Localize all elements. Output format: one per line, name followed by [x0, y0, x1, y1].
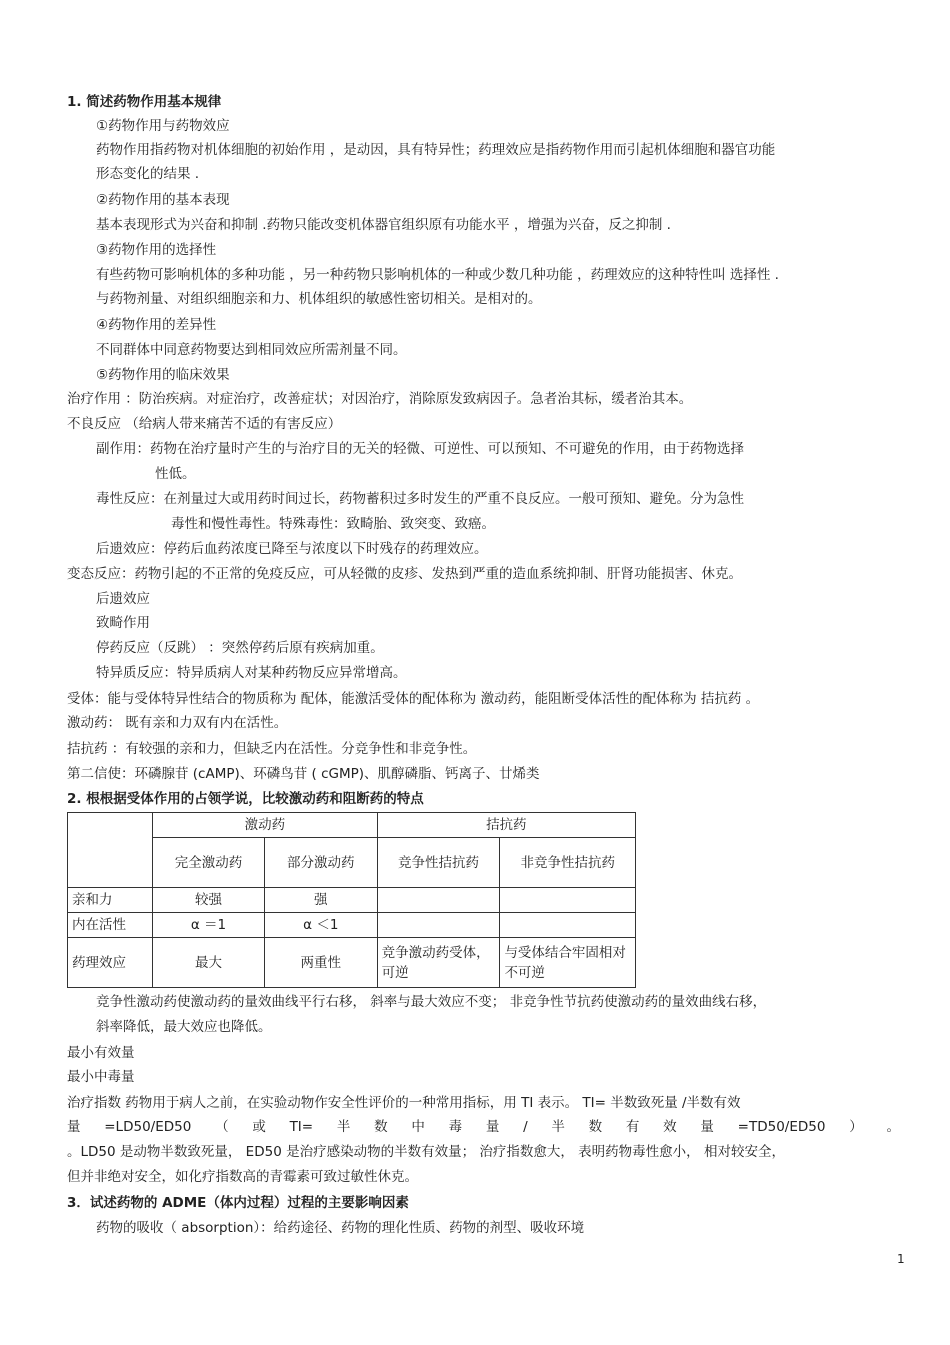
residual-effect-2: 后遗效应	[96, 591, 150, 607]
toxic-reaction-line2: 毒性和慢性毒性。特殊毒性：致畸胎、致突变、致癌。	[171, 516, 495, 532]
ti-word: 效	[663, 1119, 677, 1135]
ti-word: 半	[551, 1119, 565, 1135]
ti-word: 中	[411, 1119, 425, 1135]
ti-word: 量	[485, 1119, 500, 1135]
s3-heading: ③药物作用的选择性	[96, 242, 217, 258]
minimum-effective-dose: 最小有效量	[67, 1045, 135, 1061]
ti-word: 有	[625, 1119, 640, 1135]
therapeutic-index-line3: 。LD50 是动物半数致死量， ED50 是治疗感染动物的半数有效量； 治疗指数愈大， 表明药物毒性愈小， 相对较安全，	[67, 1144, 785, 1160]
therapeutic-index-line2	[67, 1118, 900, 1136]
intrinsic-noncompetitive	[500, 913, 636, 938]
s3-line1: 有些药物可影响机体的多种功能 ，另一种药物只影响机体的一种或少数几种功能 ，药理效应的这种特性叫 选择性 .	[96, 267, 779, 283]
toxic-reaction-line1: 毒性反应：在剂量过大或用药时间过长，药物蓄积过多时发生的严重不良反应。一般可预知、避免。分为急性	[96, 491, 744, 507]
s2-line1: 基本表现形式为兴奋和抑制 .药物只能改变机体器官组织原有功能水平 ，增强为兴奋，反之抑制 .	[96, 217, 671, 233]
residual-effect: 后遗效应：停药后血药浓度已降至与浓度以下时残存的药理效应。	[96, 541, 488, 557]
ti-word: /	[523, 1119, 528, 1135]
second-messenger: 第二信使：环磷腺苷 (cAMP)、环磷鸟苷 ( cGMP)、肌醇磷脂、钙离子、廿烯类	[67, 766, 540, 782]
s1-line2: 形态变化的结果 .	[96, 166, 200, 182]
q3-title: 3．试述药物的 ADME（体内过程）过程的主要影响因素	[67, 1195, 409, 1211]
allergic-reaction: 变态反应：药物引起的不正常的免疫反应，可从轻微的皮疹、发热到严重的造血系统抑制、肝肾功能损害、休克。	[67, 566, 742, 582]
row-affinity-label: 亲和力	[68, 888, 153, 913]
adverse-reaction: 不良反应 （给病人带来痛苦不适的有害反应）	[67, 416, 342, 432]
side-effect-line1: 副作用：药物在治疗量时产生的与治疗目的无关的轻微、可逆性、可以预知、不可避免的作用，由于药物选择	[96, 441, 744, 457]
header-antagonist: 拮抗药	[377, 813, 635, 838]
comparison-table	[67, 812, 636, 988]
effect-partial: 两重性	[264, 938, 377, 988]
ti-word: 量	[67, 1119, 81, 1135]
therapeutic-effect: 治疗作用 ：防治疾病。对症治疗，改善症状；对因治疗，消除原发致病因子。急者治其标，缓者治其本。	[67, 391, 693, 407]
teratogenic-effect: 致畸作用	[96, 615, 150, 631]
ti-word: TI=	[289, 1119, 314, 1135]
ti-word: 数	[374, 1119, 388, 1135]
dose-curve-note-line1: 竞争性激动药使激动药的量效曲线平行右移， 斜率与最大效应不变； 非竞争性节抗药使激动药的量效曲线右移，	[96, 994, 767, 1010]
therapeutic-index-line4: 但并非绝对安全，如化疗指数高的青霉素可致过敏性休克。	[67, 1169, 418, 1185]
affinity-partial: 强	[264, 888, 377, 913]
absorption-factors: 药物的吸收（ absorption）：给药途径、药物的理化性质、药物的剂型、吸收环境	[96, 1220, 585, 1236]
affinity-competitive	[377, 888, 500, 913]
minimum-toxic-dose: 最小中毒量	[67, 1069, 135, 1085]
q2-title: 2. 根根据受体作用的占领学说，比较激动药和阻断药的特点	[67, 791, 424, 807]
intrinsic-competitive	[377, 913, 500, 938]
affinity-noncompetitive	[500, 888, 636, 913]
ti-word: 半	[336, 1119, 351, 1135]
ti-word: 毒	[448, 1119, 463, 1135]
antagonist-definition: 拮抗药 ：有较强的亲和力，但缺乏内在活性。分竞争性和非竞争性。	[67, 741, 477, 757]
s5-heading: ⑤药物作用的临床效果	[96, 367, 230, 383]
effect-noncompetitive: 与受体结合牢固相对不可逆	[500, 938, 636, 988]
agonist-definition: 激动药： 既有亲和力双有内在活性。	[67, 715, 288, 731]
q1-title: 1. 简述药物作用基本规律	[67, 94, 222, 110]
ti-word: 量	[700, 1119, 714, 1135]
affinity-full: 较强	[153, 888, 265, 913]
ti-word: 数	[588, 1119, 603, 1135]
header-agonist: 激动药	[153, 813, 378, 838]
ti-word: （	[215, 1119, 229, 1135]
s4-line1: 不同群体中同意药物要达到相同效应所需剂量不同。	[96, 342, 407, 358]
row-effect-label: 药理效应	[68, 938, 153, 988]
s3-line2: 与药物剂量、对组织细胞亲和力、机体组织的敏感性密切相关。是相对的。	[96, 291, 542, 307]
row-intrinsic-label: 内在活性	[68, 913, 153, 938]
s2-heading: ②药物作用的基本表现	[96, 192, 230, 208]
page-number: 1	[897, 1252, 905, 1266]
effect-full: 最大	[153, 938, 265, 988]
sub-competitive: 竞争性拮抗药	[377, 838, 500, 888]
s1-line1: 药物作用指药物对机体细胞的初始作用 ，是动因，具有特异性；药理效应是指药物作用而引起机体细胞和器官功能	[96, 142, 776, 158]
ti-word: =LD50/ED50	[104, 1119, 192, 1135]
withdrawal-reaction: 停药反应（反跳） ：突然停药后原有疾病加重。	[96, 640, 384, 656]
sub-full-agonist: 完全激动药	[153, 838, 265, 888]
effect-competitive: 竞争激动药受体，可逆	[377, 938, 500, 988]
sub-partial-agonist: 部分激动药	[264, 838, 377, 888]
dose-curve-note-line2: 斜率降低，最大效应也降低。	[96, 1019, 272, 1035]
idiosyncratic-reaction: 特异质反应：特异质病人对某种药物反应异常增高。	[96, 665, 407, 681]
ti-word: 或	[252, 1119, 266, 1135]
ti-word: =TD50/ED50	[737, 1119, 826, 1135]
therapeutic-index-line1: 治疗指数 药物用于病人之前，在实验动物作安全性评价的一种常用指标，用 TI 表示。 TI= 半数致死量 /半数有效	[67, 1095, 741, 1111]
s4-heading: ④药物作用的差异性	[96, 317, 217, 333]
table-corner	[68, 813, 153, 888]
ti-word: 。	[886, 1119, 900, 1135]
sub-noncompetitive: 非竞争性拮抗药	[500, 838, 636, 888]
ti-word: ）	[849, 1119, 863, 1135]
s1-heading: ①药物作用与药物效应	[96, 118, 230, 134]
intrinsic-partial: α ＜1	[264, 913, 377, 938]
intrinsic-full: α ＝1	[153, 913, 265, 938]
side-effect-line2: 性低。	[155, 466, 196, 482]
receptor-definition: 受体：能与受体特异性结合的物质称为 配体，能激活受体的配体称为 激动药，能阻断受体活性的配体称为 拮抗药 。	[67, 691, 760, 707]
